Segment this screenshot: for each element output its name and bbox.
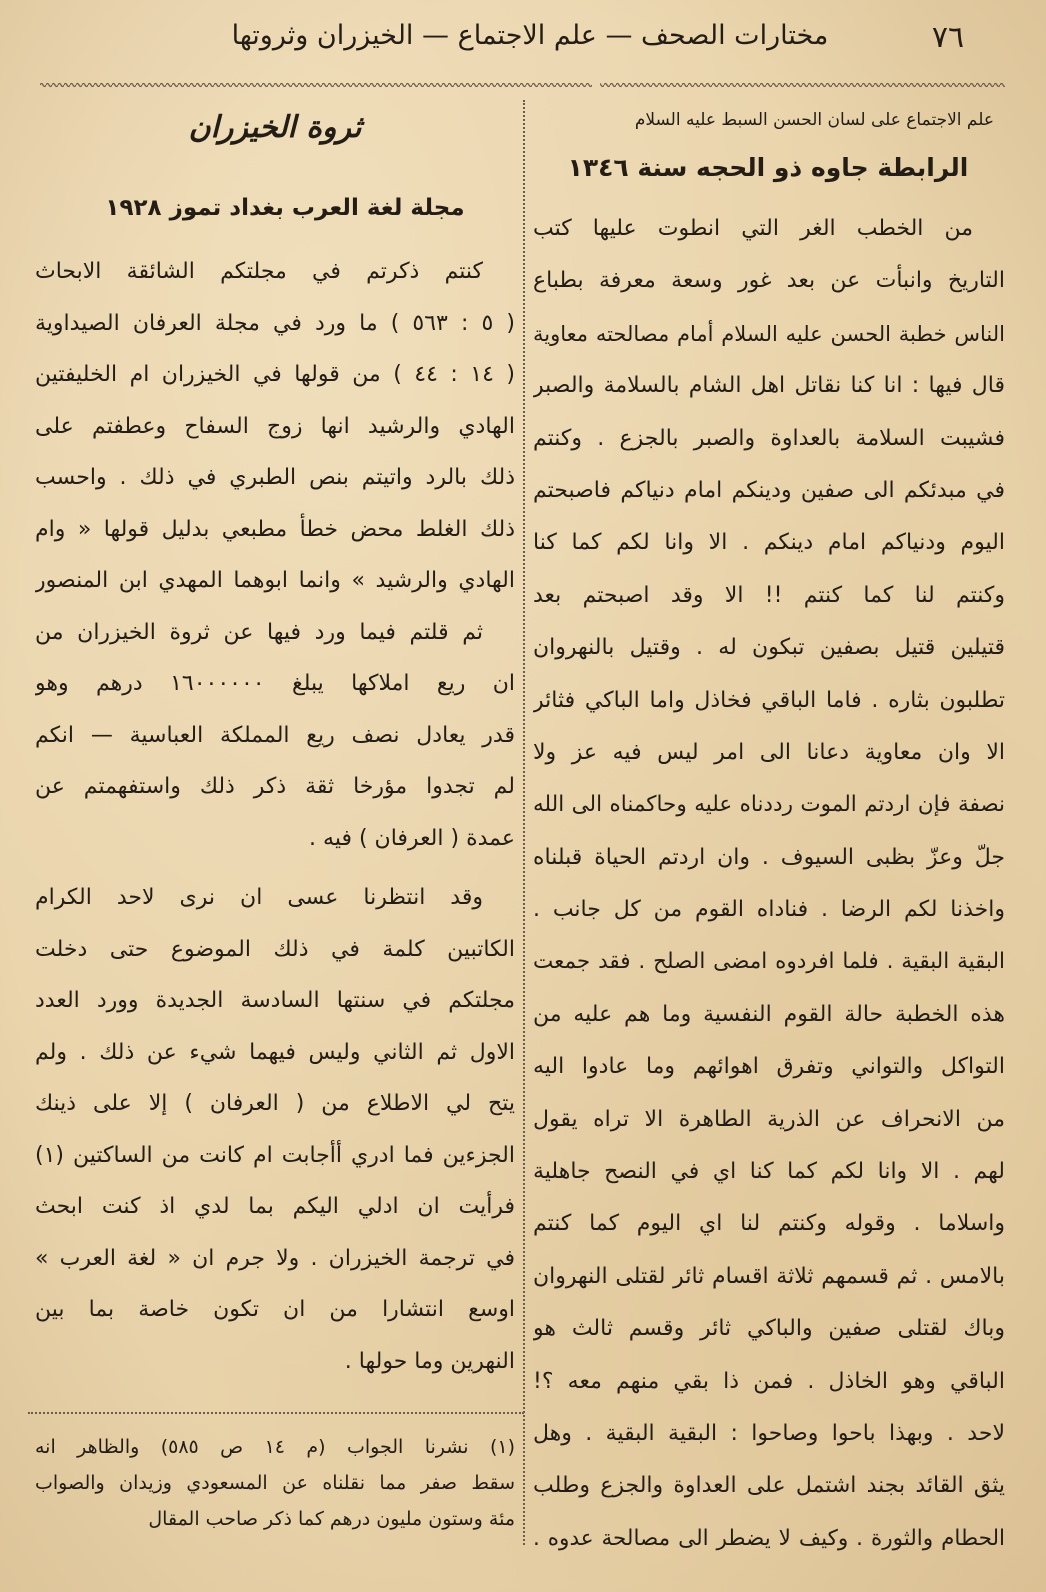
text-line: جلّ وعزّ بظبى السيوف . وان اردتم الحياة قبلناه [533,844,1005,870]
text-line: اوسع انتشارا من ان تكون خاصة بما بين [35,1297,515,1322]
text-line: من الخطب الغر التي انطوت عليها كتب [533,216,973,241]
footnote [35,1429,515,1537]
text-line: في ترجمة الخيزران . ولا جرم ان « لغة العرب » [35,1245,515,1271]
text-line: التاريخ وانبأت عن بعد غور وسعة معرفة بطباع [533,268,1005,294]
footnote-line: سقط صفر مما نقلناه عن المسعودي وزيدان والصواب [35,1472,515,1494]
text-line: واخذنا لكم الرضا . فناداه القوم من كل جانب . [533,897,1005,923]
running-header-title: مختارات الصحف — علم الاجتماع — الخيزران وثروتها [231,20,829,51]
text-line: الا وان معاوية دعانا الى امر ليس فيه عز ولا [533,739,1005,765]
column-divider [523,100,525,1545]
text-line: بالامس . ثم قسمهم ثلاثة اقسام ثائر لقتلى النهروان [533,1263,1005,1289]
left-article-source: مجلة لغة العرب بغداد تموز ١٩٢٨ [105,195,465,221]
text-line: الحطام والثورة . وكيف لا يضطر الى مصالحة عدوه . [533,1525,1005,1551]
right-column-body [533,203,1005,1565]
text-line: قال فيها : انا كنا نقاتل اهل الشام بالسلامة والصبر [533,373,1005,399]
text-line: عمدة ( العرفان ) فيه . [309,825,515,851]
text-line: البقية البقية . فلما افردوه امضى الصلح . فقد جمعت [533,949,1005,975]
text-line: لهم . الا وانا لكم كما كنا اي في النصح جاهلية [533,1159,1005,1185]
text-line: وقد انتظرنا عسى ان نرى لاحد الكرام [35,885,483,910]
text-line: الكاتبين كلمة في ذلك الموضوع حتى دخلت [35,936,515,962]
text-line: وباك لقتلى صفين والباكي ثائر وقسم ثالث هو [533,1316,1005,1342]
text-line: الهادي والرشيد انها زوج السفاح وعطفتم على [35,413,515,439]
text-line: واسلاما . وقوله وكنتم لنا اي اليوم كما كنتم [533,1211,1005,1237]
text-line: فشيبت السلامة بالعداوة والصبر بالجزع . وكنتم [533,425,1005,451]
text-line: في مبدئكم الى صفين ودينكم امام دنياكم فاصبحتم [533,477,1005,503]
text-line: التواكل والتواني وتفرق اهوائهم وما عادوا اليه [533,1054,1005,1080]
text-line: كنتم ذكرتم في مجلتكم الشائقة الابحاث [35,259,483,284]
text-line: هذه الخطبة حالة القوم النفسية وما هم عليه من [533,1001,1005,1027]
text-line: فرأيت ان ادلي اليكم بما لدي اذ كنت ابحث [35,1194,515,1219]
text-line: الناس خطبة الحسن عليه السلام أمام مصالحته معاوية [533,321,1005,346]
text-line: ثم قلتم فيما ورد فيها عن ثروة الخيزران من [35,619,483,645]
page-number: ٧٦ [931,20,965,55]
footnote-line: (١) نشرنا الجواب (م ١٤ ص ٥٨٥) والظاهر انه [35,1436,515,1458]
text-line: الاول ثم الثاني وليس فيهما شيء عن ذلك . ولم [35,1039,515,1065]
text-line: يثق القائد بجند اشتمل على العداوة والجزع وطلب [533,1473,1005,1499]
footnote-line: مئة وستون مليون درهم كما ذكر صاحب المقال [148,1508,515,1530]
left-column-body [35,246,515,1387]
text-line: اليوم ودنياكم امام دينكم . الا وانا لكم كما كنا [533,530,1005,556]
text-line: ( ١٤ : ٤٤ ) من قولها في الخيزران ام الخليفتين [35,362,515,387]
text-line: لم تجدوا مؤرخا ثقة ذكر ذلك واستفهمتم عن [35,774,515,799]
text-line: مجلتكم في سنتها السادسة الجديدة وورد العدد [35,988,515,1013]
text-line: تطلبون بثاره . فاما الباقي فخاذل واما الباكي فثائر [533,687,1005,713]
text-line: ذلك الغلط محض خطأ مطبعي بدليل قولها « وام [35,516,515,542]
text-line: الجزءين فما ادري أأجابت ام كانت من الساكتين (١) [35,1142,515,1168]
wavy-rule [40,80,1005,90]
footnote-separator [28,1412,524,1414]
text-line: الباقي وهو الخاذل . فمن ذا بقي منهم معه ؟! [533,1368,1005,1394]
text-line: الهادي والرشيد » وانما ابوهما المهدي ابن المنصور [35,568,515,593]
text-line: ( ٥ : ٥٦٣ ) ما ورد في مجلة العرفان الصيداوية [35,310,515,336]
text-line: وكنتم لنا كما كنتم !! الا وقد اصبحتم بعد [533,582,1005,608]
text-line: ذلك بالرد واتيتم بنص الطبري في ذلك . واحسب [35,465,515,490]
text-line: قتيلين قتيل بصفين تبكون له . وقتيل بالنهروان [533,635,1005,661]
left-article-title: ثروة الخيزران [188,110,362,145]
right-article-kicker: علم الاجتماع على لسان الحسن السبط عليه السلام [634,110,994,130]
text-line: قدر يعادل نصف ريع المملكة العباسية — انكم [35,722,515,748]
text-line: ان ريع املاكها يبلغ ١٦٠٠٠٠٠٠ درهم وهو [35,671,515,696]
text-line: نصفة فإن اردتم الموت رددناه عليه وحاكمناه الى الله [533,792,1005,818]
text-line: من الانحراف عن الذرية الطاهرة الا تراه يقول [533,1106,1005,1132]
text-line: يتح لي الاطلاع من ( العرفان ) إلا على ذينك [35,1091,515,1116]
text-line: لاحد . وبهذا باحوا وصاحوا : البقية البقية . وهل [533,1420,1005,1446]
right-article-heading: الرابطة جاوه ذو الحجه سنة ١٣٤٦ [567,153,969,182]
text-line: النهرين وما حولها . [344,1348,515,1374]
